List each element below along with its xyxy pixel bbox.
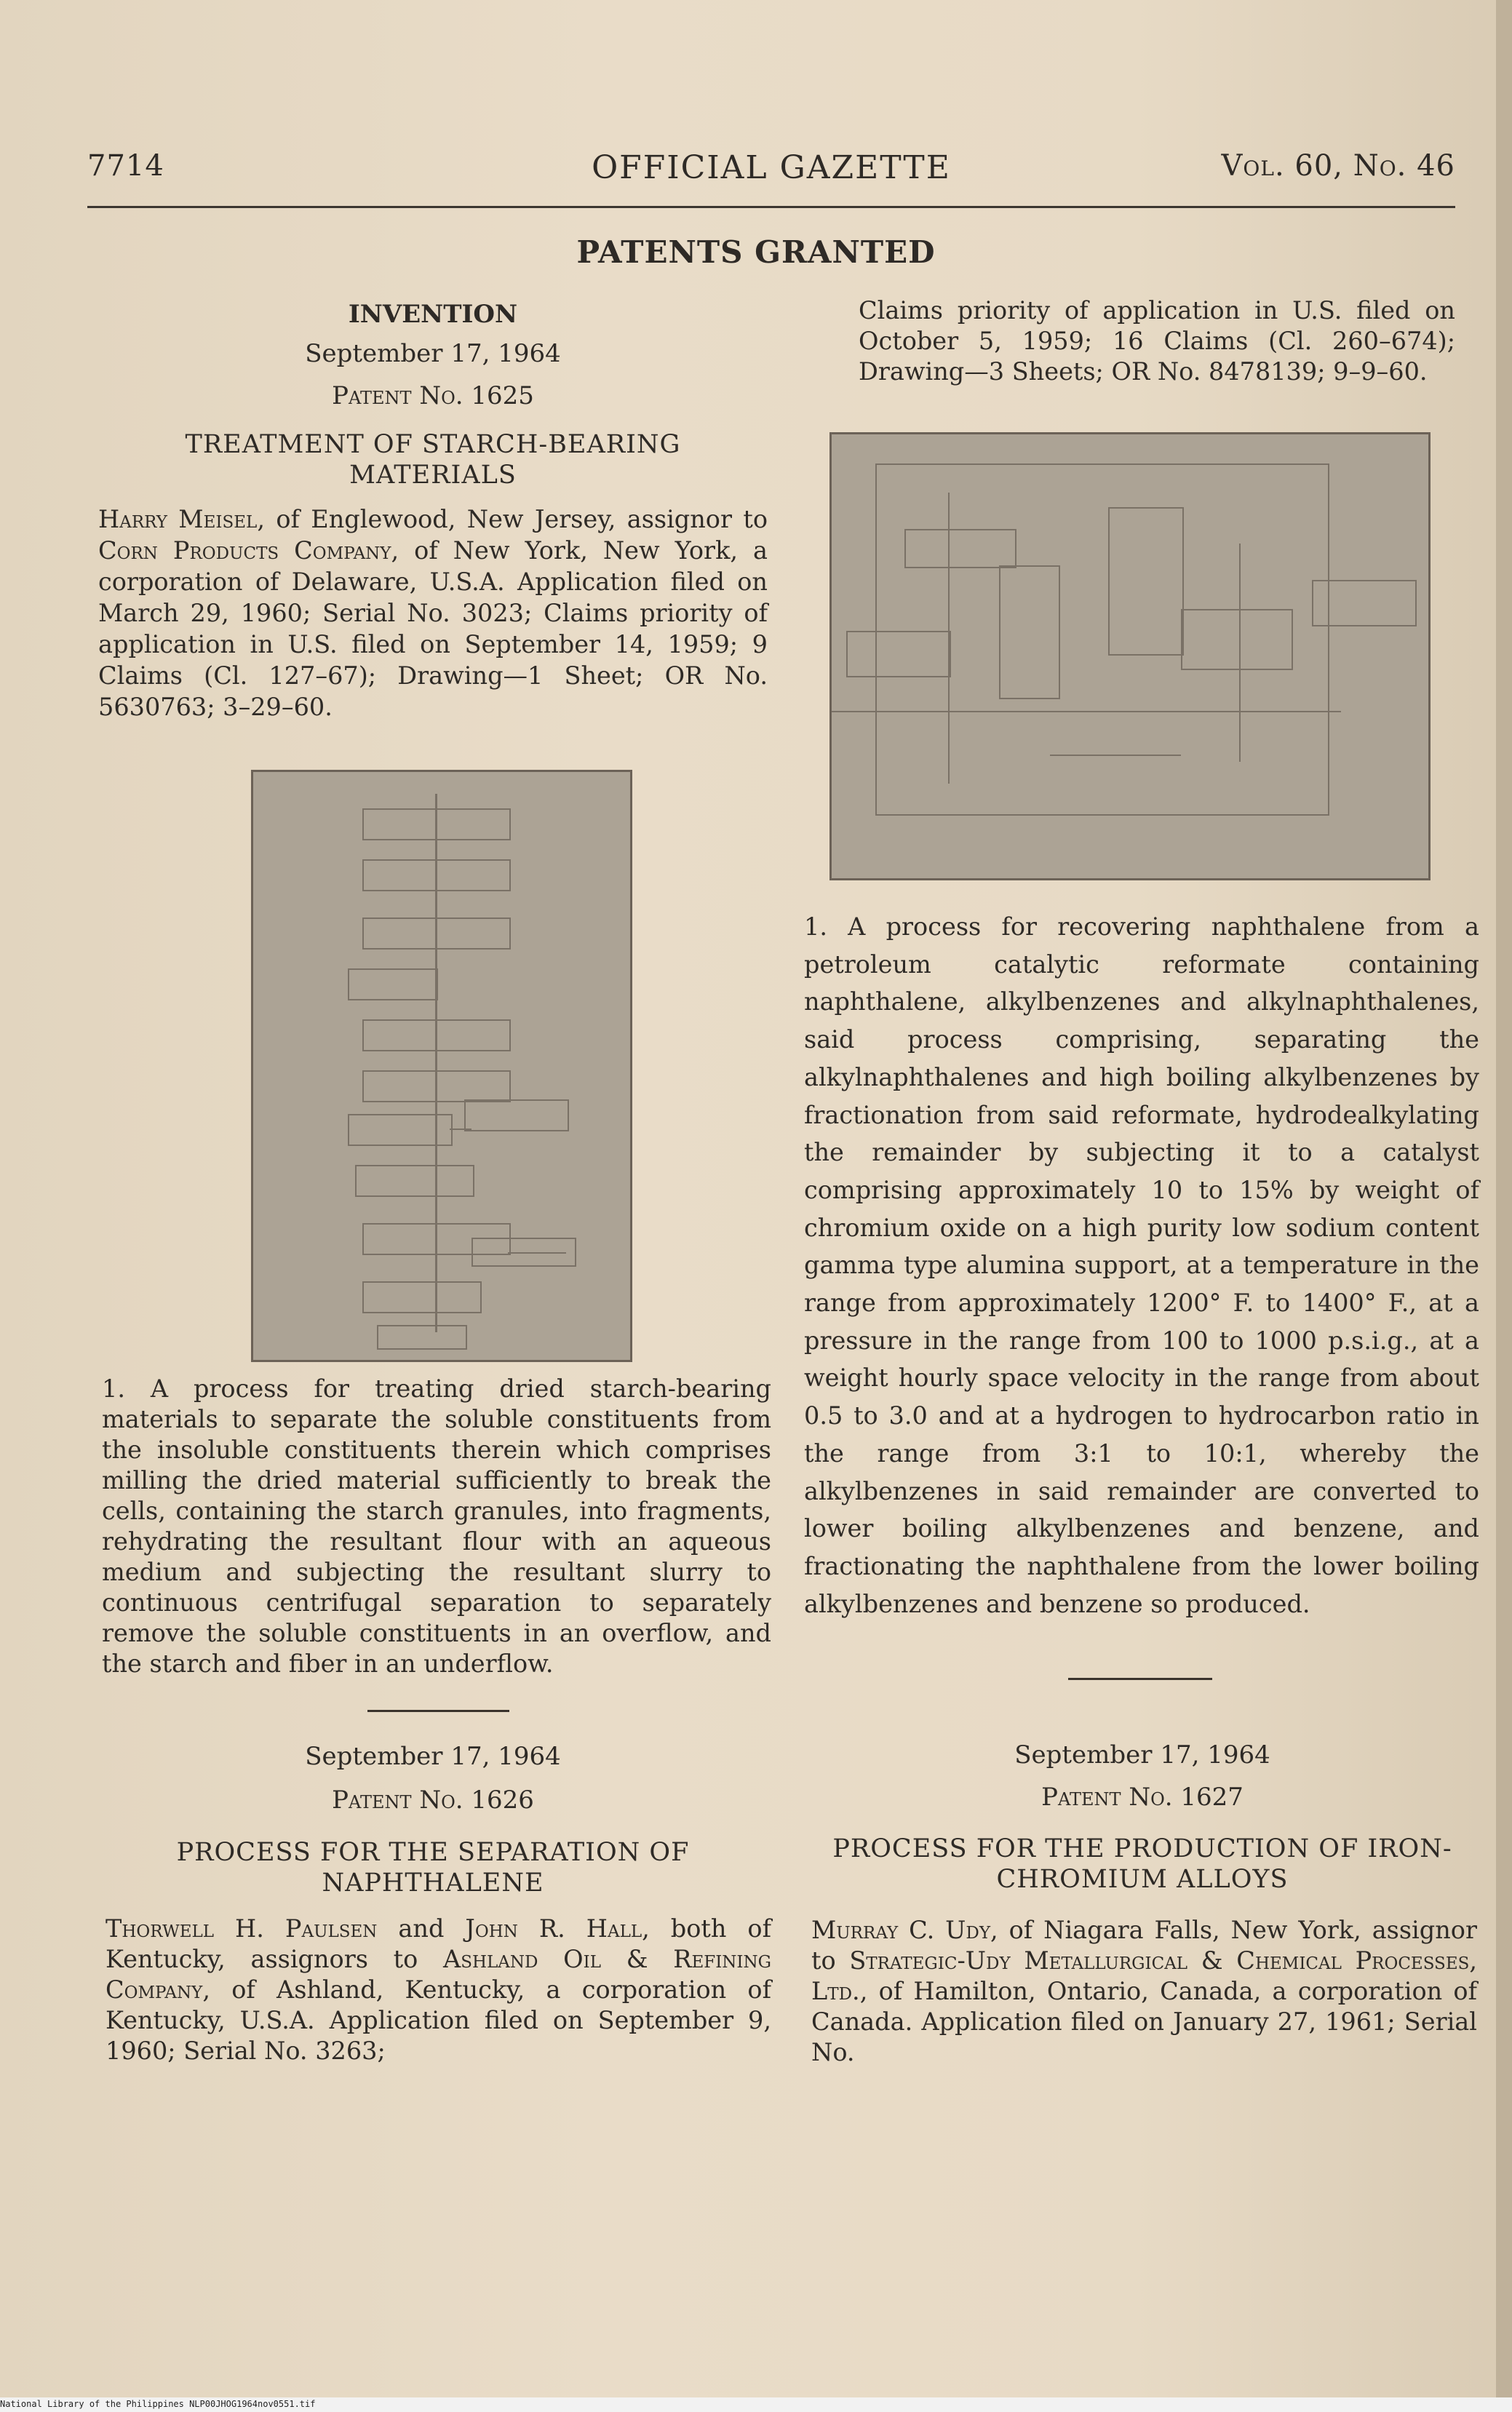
assignee-name: Corn Products Company [98, 536, 391, 565]
inventor-name: Murray C. Udy [811, 1916, 991, 1944]
patent-1627-abstract: Murray C. Udy, of Niagara Falls, New York, assignor to Strategic-Udy Metallurgical & Chemical Processes, Ltd., of Hamilton, Ontario, Canada, a corporation of Canada. Application filed on January 27, 1961; Serial No. [811, 1916, 1478, 2066]
section-heading: INVENTION [348, 300, 518, 329]
patent-1625-drawing [251, 770, 632, 1362]
patent-1626-drawing [829, 432, 1431, 880]
inventor-name: Thorwell H. Paulsen [106, 1914, 378, 1943]
patent-1626-continued: Claims priority of application in U.S. filed on October 5, 1959; 16 Claims (Cl. 260–674); Drawing—3 Sheets; OR No. 8478139; 9–9–60. [859, 296, 1455, 386]
page-edge [1496, 0, 1512, 2412]
separator-rule [1068, 1678, 1212, 1680]
patent-1625-number: Patent No. 1625 [332, 381, 534, 410]
header-rule [87, 206, 1455, 208]
patent-1626-abstract: Thorwell H. Paulsen and John R. Hall, both of Kentucky, assignors to Ashland Oil & Refining Company, of Ashland, Kentucky, a corporation of Kentucky, U.S.A. Application filed on September 9, 1960; Serial No. 3263; [106, 1914, 772, 2065]
patent-1626-claim: 1. A process for recovering naphthalene from a petroleum catalytic reformate containing naphthalene, alkylbenzenes and alkylnaphthalenes, said process comprising, separating the alkylnaphthalenes and high boiling alkylbenzenes by fractionation from said reformate, hydrodealkylating the remainder by subjecting it to a catalyst comprising approximately 10 to 15% by weight of chromium oxide on a high purity low sodium content gamma type alumina support, at a temperature in the range from approximately 1200° F. to 1400° F., at a pressure in the range from 100 to 1000 p.s.i.g., at a weight hourly space velocity in the range from about 0.5 to 3.0 and at a hydrogen to hydrocarbon ratio in the range from 3:1 to 10:1, whereby the alkylbenzenes in said remainder are converted to lower boiling alkylbenzenes and benzene, and fractionating the naphthalene from the lower boiling alkylbenzenes and benzene so produced. [804, 912, 1479, 1618]
patent-1626-title: PROCESS FOR THE SEPARATION OF NAPHTHALENE [176, 1838, 690, 1898]
scan-footer: National Library of the Philippines NLP00JHOG1964nov0551.tif [0, 2399, 316, 2409]
inventor-name: John R. Hall [465, 1914, 642, 1943]
patent-1625-title: TREATMENT OF STARCH-BEARING MATERIALS [185, 430, 681, 490]
volume-number: Vol. 60, No. 46 [1221, 149, 1455, 183]
publication-title: OFFICIAL GAZETTE [592, 149, 951, 186]
patent-1625-abstract: Harry Meisel, of Englewood, New Jersey, assignor to Corn Products Company, of New York, New York, a corporation of Delaware, U.S.A. Application filed on March 29, 1960; Serial No. 3023; Claims priority of application in U.S. filed on September 14, 1959; 9 Claims (Cl. 127–67); Drawing—1 Sheet; OR No. 5630763; 3–29–60. [98, 505, 768, 721]
separator-rule [367, 1710, 509, 1712]
patent-1627-title: PROCESS FOR THE PRODUCTION OF IRON-CHROMIUM ALLOYS [832, 1834, 1452, 1894]
section-banner: PATENTS GRANTED [576, 234, 936, 270]
patent-1625-date: September 17, 1964 [305, 339, 561, 368]
patent-1627-number: Patent No. 1627 [1041, 1783, 1244, 1812]
inventor-name: Harry Meisel [98, 505, 258, 533]
assignee-name: Ashland Oil & Refining Company [106, 1945, 772, 2004]
patent-1626-number: Patent No. 1626 [332, 1786, 534, 1815]
patent-1627-date: September 17, 1964 [1014, 1740, 1270, 1770]
page-number: 7714 [87, 149, 164, 183]
assignee-name: Strategic-Udy Metallurgical & Chemical Processes, Ltd. [811, 1946, 1478, 2005]
patent-1626-date: September 17, 1964 [305, 1742, 561, 1771]
patent-1625-claim: 1. A process for treating dried starch-bearing materials to separate the soluble constituents from the insoluble constituents therein which comprises milling the dried material sufficiently to break the cells, containing the starch granules, into fragments, rehydrating the resultant flour with an aqueous medium and subjecting the resultant slurry to continuous centrifugal separation to separately remove the soluble constituents in an overflow, and the starch and fiber in an underflow. [102, 1374, 771, 1678]
running-header [87, 149, 1455, 193]
